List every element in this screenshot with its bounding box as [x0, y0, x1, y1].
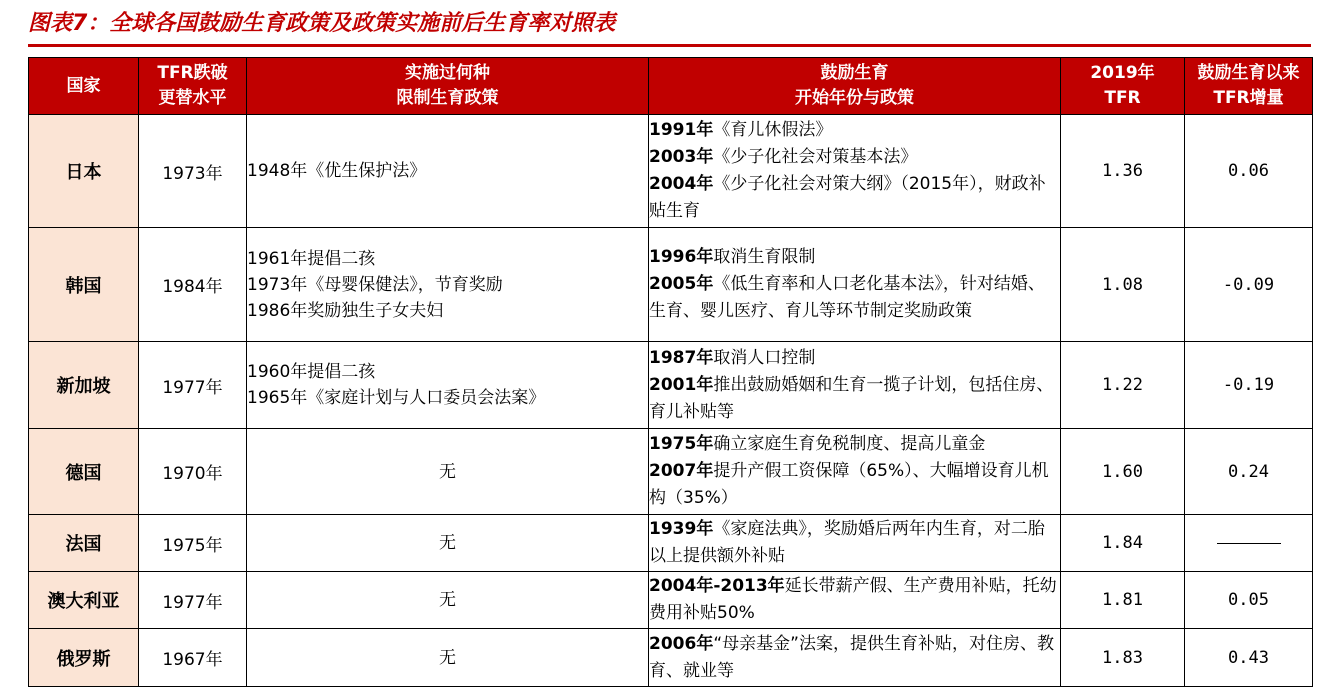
prior-policy-cell [247, 515, 649, 572]
header-line: 实施过何种 [405, 63, 490, 83]
prior-policy-line: 1986年奖励独生子女夫妇 [247, 300, 444, 321]
country-cell: 法国 [29, 515, 139, 572]
header-line: 更替水平 [158, 88, 227, 108]
encourage-policy-cell [649, 342, 1061, 429]
policy-year: 1939年 [649, 519, 714, 539]
policy-text: “母亲基金”法案，提供生育补贴，对住房、教育、就业等 [649, 633, 1054, 681]
tfr-change-cell: 0.24 [1185, 429, 1313, 515]
no-value-dash [1217, 543, 1281, 544]
prior-policy-cell [247, 629, 649, 687]
header-row [29, 58, 1313, 115]
tfr-change-cell [1185, 515, 1313, 572]
policy-text: 确立家庭生育免税制度、提高儿童金 [713, 434, 986, 454]
policy-text: 推出鼓励婚姻和生育一揽子计划，包括住房、育儿补贴等 [649, 374, 1054, 422]
prior-policy-cell [247, 115, 649, 228]
policy-year: 2001年 [649, 374, 714, 395]
header-line: 鼓励生育以来 [1197, 63, 1300, 83]
encourage-policy-cell [649, 228, 1061, 342]
tfr-change-cell: 0.05 [1185, 572, 1313, 629]
encourage-policy-cell [649, 629, 1061, 687]
table-row [29, 342, 1313, 429]
header-encourage-policy [649, 58, 1061, 115]
header-tfr-change [1185, 58, 1313, 115]
encourage-policy-item [649, 631, 1060, 685]
prior-policy-line: 1973年《母婴保健法》，节育奖励 [247, 274, 503, 295]
header-line: 限制生育政策 [396, 88, 499, 108]
tfr-2019-cell: 1.08 [1061, 228, 1185, 342]
policy-year: 1991年 [649, 120, 714, 140]
encourage-policy-item [649, 573, 1060, 627]
header-line: 2019年 [1090, 63, 1155, 83]
prior-policy-line: 1960年提倡二孩 [247, 362, 376, 382]
policy-year: 2003年 [649, 147, 714, 167]
header-tfr-below-year [139, 58, 247, 115]
table-row [29, 429, 1313, 515]
prior-policy-line: 无 [439, 647, 456, 668]
policy-text: 取消人口控制 [713, 347, 816, 368]
tfr-below-year-cell: 1975年 [139, 515, 247, 572]
prior-policy-cell [247, 342, 649, 429]
policy-text: 提升产假工资保障（65%）、大幅增设育儿机构（35%） [649, 461, 1049, 508]
policy-year: 1996年 [649, 247, 714, 267]
header-line: TFR [1104, 88, 1141, 108]
table-row [29, 572, 1313, 629]
encourage-policy-cell [649, 115, 1061, 228]
policy-text: 《育儿休假法》 [713, 120, 833, 140]
tfr-change-cell: -0.09 [1185, 228, 1313, 342]
policy-year: 2006年 [649, 633, 714, 654]
tfr-2019-cell: 1.22 [1061, 342, 1185, 429]
encourage-policy-item [649, 516, 1060, 570]
policy-text: 《低生育率和人口老化基本法》，针对结婚、生育、婴儿医疗、育儿等环节制定奖励政策 [649, 274, 1045, 321]
tfr-2019-cell: 1.81 [1061, 572, 1185, 629]
encourage-policy-item [649, 372, 1060, 426]
encourage-policy-item [649, 171, 1060, 225]
header-prior-policy [247, 58, 649, 115]
encourage-policy-item [649, 345, 1060, 372]
header-country [29, 58, 139, 115]
prior-policy-cell [247, 429, 649, 515]
table-row [29, 629, 1313, 687]
country-cell: 日本 [29, 115, 139, 228]
prior-policy-line: 无 [439, 533, 456, 553]
policy-year: 2004年 [649, 174, 714, 194]
prior-policy-line: 1965年《家庭计划与人口委员会法案》 [247, 388, 546, 408]
policy-text: 《少子化社会对策基本法》 [713, 147, 918, 167]
encourage-policy-item [649, 458, 1060, 512]
country-cell: 新加坡 [29, 342, 139, 429]
country-cell: 德国 [29, 429, 139, 515]
tfr-2019-cell: 1.36 [1061, 115, 1185, 228]
policy-text: 《家庭法典》，奖励婚后两年内生育，对二胎以上提供额外补贴 [649, 519, 1045, 566]
prior-policy-line: 1948年《优生保护法》 [247, 161, 427, 181]
prior-policy-line: 无 [439, 461, 456, 482]
policy-year: 2004年-2013年 [649, 576, 785, 596]
prior-policy-cell [247, 228, 649, 342]
tfr-2019-cell: 1.60 [1061, 429, 1185, 515]
header-line: 鼓励生育 [820, 63, 889, 83]
policy-table [28, 57, 1313, 687]
tfr-2019-cell: 1.84 [1061, 515, 1185, 572]
tfr-below-year-cell: 1984年 [139, 228, 247, 342]
policy-year: 2005年 [649, 274, 714, 294]
country-cell: 澳大利亚 [29, 572, 139, 629]
header-line: TFR跌破 [157, 63, 228, 83]
tfr-change-cell: 0.06 [1185, 115, 1313, 228]
policy-year: 1987年 [649, 347, 714, 368]
header-line: 国家 [66, 75, 101, 96]
encourage-policy-item [649, 144, 1060, 171]
tfr-2019-cell: 1.83 [1061, 629, 1185, 687]
encourage-policy-cell [649, 572, 1061, 629]
tfr-change-cell: -0.19 [1185, 342, 1313, 429]
figure-title: 图表7：全球各国鼓励生育政策及政策实施前后生育率对照表 [28, 11, 616, 36]
table-row [29, 228, 1313, 342]
encourage-policy-cell [649, 429, 1061, 515]
header-tfr-2019 [1061, 58, 1185, 115]
encourage-policy-item [649, 431, 1060, 458]
tfr-below-year-cell: 1967年 [139, 629, 247, 687]
policy-year: 2007年 [649, 461, 714, 481]
country-cell: 俄罗斯 [29, 629, 139, 687]
table-row [29, 515, 1313, 572]
country-cell: 韩国 [29, 228, 139, 342]
encourage-policy-item [649, 244, 1060, 271]
encourage-policy-cell [649, 515, 1061, 572]
prior-policy-cell [247, 572, 649, 629]
policy-year: 1975年 [649, 434, 714, 454]
encourage-policy-item [649, 117, 1060, 144]
tfr-below-year-cell: 1977年 [139, 342, 247, 429]
header-line: 开始年份与政策 [795, 88, 914, 108]
tfr-below-year-cell: 1973年 [139, 115, 247, 228]
prior-policy-line: 1961年提倡二孩 [247, 248, 376, 269]
table-row [29, 115, 1313, 228]
encourage-policy-item [649, 271, 1060, 325]
policy-text: 《少子化社会对策大纲》（2015年），财政补贴生育 [649, 174, 1046, 221]
header-line: TFR增量 [1213, 88, 1284, 108]
policy-text: 取消生育限制 [713, 247, 816, 267]
tfr-change-cell: 0.43 [1185, 629, 1313, 687]
title-rule [28, 44, 1311, 47]
prior-policy-line: 无 [439, 590, 456, 610]
tfr-below-year-cell: 1970年 [139, 429, 247, 515]
policy-text: 延长带薪产假、生产费用补贴，托幼费用补贴50% [649, 576, 1057, 623]
tfr-below-year-cell: 1977年 [139, 572, 247, 629]
